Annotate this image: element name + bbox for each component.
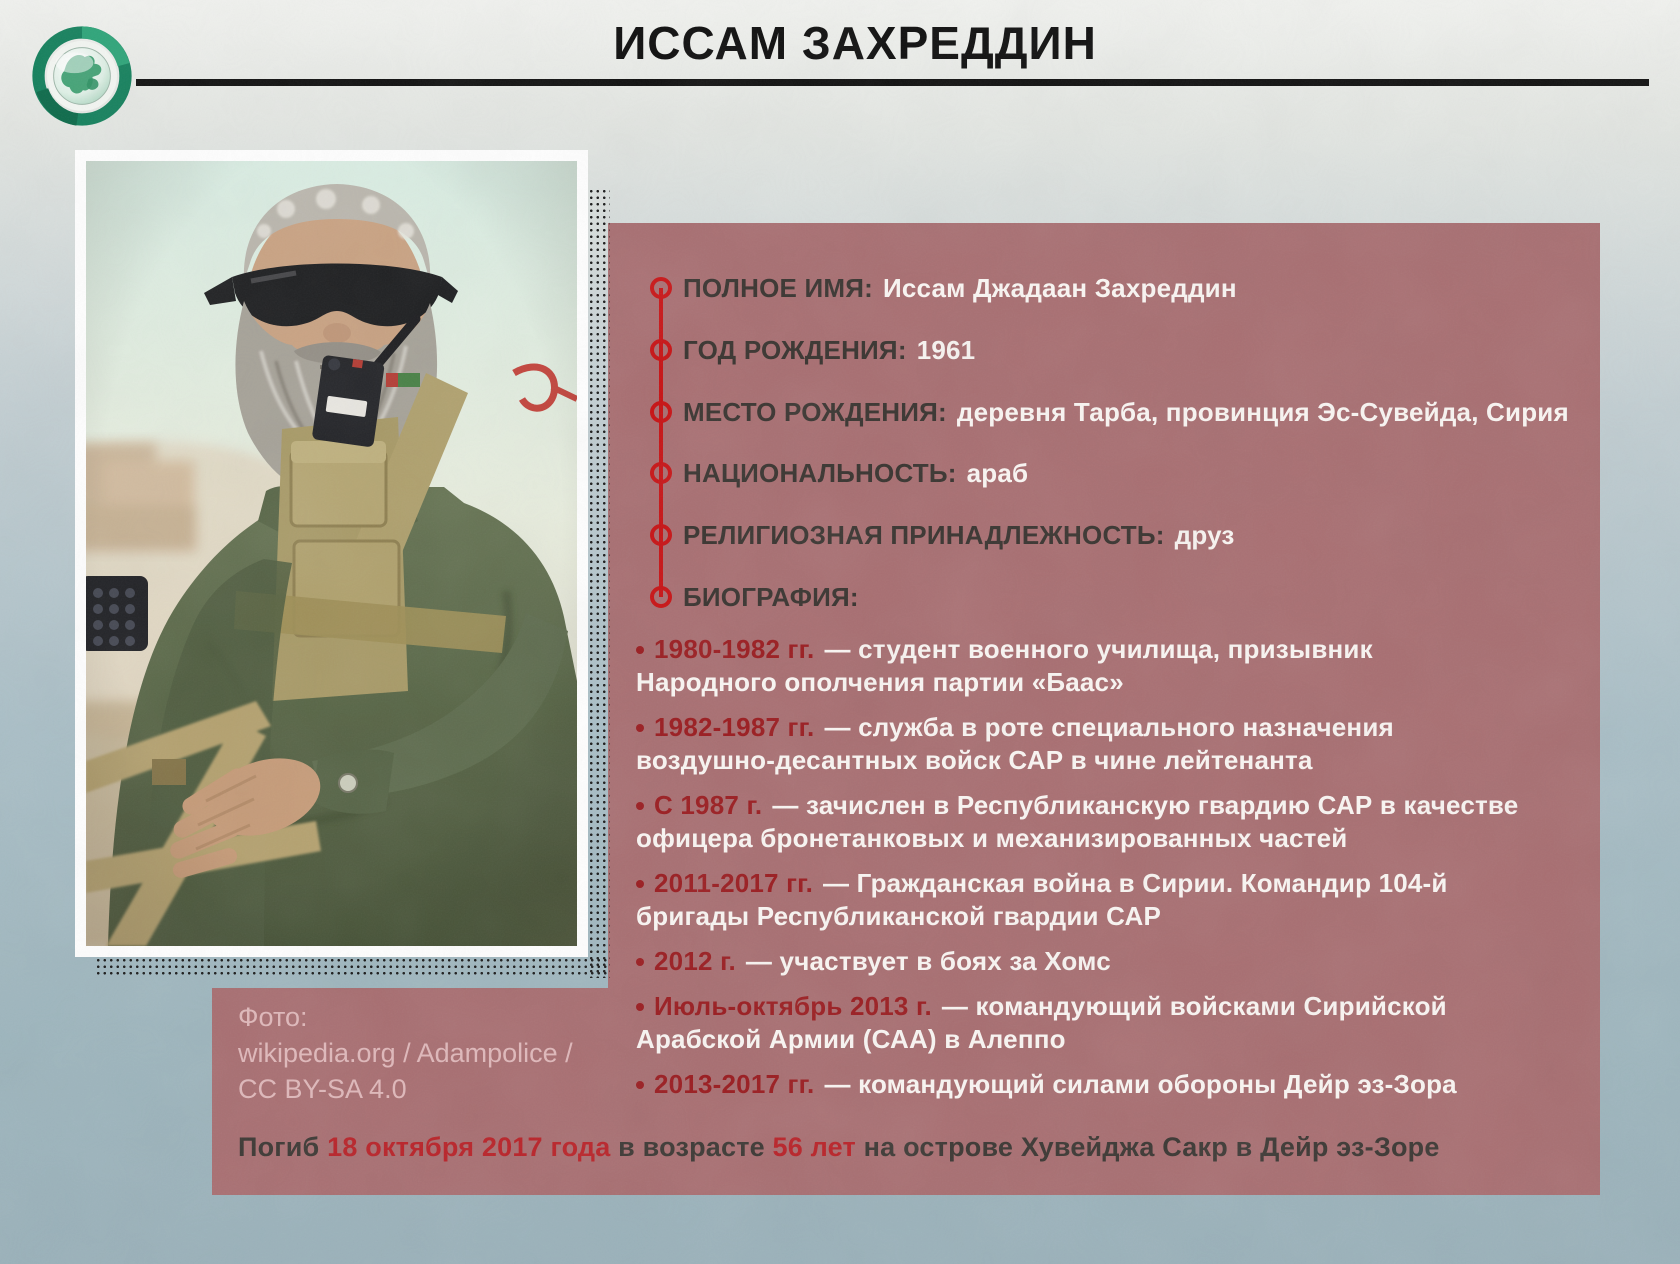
bio-text: — Гражданская война в Сирии. Командир 104-й бригады Республиканской гвардии САР xyxy=(636,868,1448,931)
page-title: ИССАМ ЗАХРЕДДИН xyxy=(613,17,1097,69)
field-birth-place xyxy=(683,395,1569,429)
death-note-text: на острове Хувейджа Сакр в Дейр эз-Зоре xyxy=(855,1132,1440,1162)
globe-middle-east-logo-icon xyxy=(30,24,134,128)
bullet-dot-icon xyxy=(636,1003,644,1011)
bio-period: 1980-1982 гг. xyxy=(654,634,815,664)
bio-item xyxy=(636,789,1520,855)
death-note-age: 56 лет xyxy=(772,1132,856,1162)
death-note xyxy=(238,1130,1578,1164)
bullet-dot-icon xyxy=(636,958,644,966)
timeline-marker xyxy=(650,524,672,546)
field-label: МЕСТО РОЖДЕНИЯ: xyxy=(683,397,947,427)
halftone-dots-horizontal xyxy=(95,957,610,978)
death-note-date: 18 октября 2017 года xyxy=(327,1132,611,1162)
bio-item xyxy=(636,945,1520,978)
field-full-name xyxy=(683,271,1237,305)
timeline-marker xyxy=(650,339,672,361)
biography-list xyxy=(636,633,1520,1113)
death-note-text: в возрасте xyxy=(610,1132,773,1162)
bullet-dot-icon xyxy=(636,880,644,888)
bio-period: С 1987 г. xyxy=(654,790,763,820)
bullet-dot-icon xyxy=(636,724,644,732)
timeline-marker xyxy=(650,401,672,423)
timeline-marker xyxy=(650,586,672,608)
bio-period: 2011-2017 гг. xyxy=(654,868,814,898)
bio-text: — командующий войсками Сирийской Арабской Армии (САА) в Алеппо xyxy=(636,991,1447,1054)
field-birth-year xyxy=(683,333,975,367)
photo-credit-line: CC BY-SA 4.0 xyxy=(238,1074,407,1104)
bio-period: 2012 г. xyxy=(654,946,736,976)
bio-text: — служба в роте специального назначения воздушно-десантных войск САР в чине лейтенанта xyxy=(636,712,1394,775)
bio-text: — зачислен в Республиканскую гвардию САР в качестве офицера бронетанковых и механизированных частей xyxy=(636,790,1519,853)
field-label: БИОГРАФИЯ: xyxy=(683,582,859,612)
bio-text: — участвует в боях за Хомс xyxy=(745,946,1111,976)
bio-text: — студент военного училища, призывник Народного ополчения партии «Баас» xyxy=(636,634,1373,697)
timeline-marker xyxy=(650,462,672,484)
field-religion xyxy=(683,518,1235,552)
portrait-photo xyxy=(75,150,588,957)
bio-item xyxy=(636,867,1520,933)
photo-credit xyxy=(238,999,573,1107)
photo-credit-line: Фото: xyxy=(238,1002,308,1032)
bio-period: 2013-2017 гг. xyxy=(654,1069,815,1099)
field-value: 1961 xyxy=(916,335,976,365)
timeline-marker xyxy=(650,277,672,299)
photo-credit-line: wikipedia.org / Adampolice / xyxy=(238,1038,573,1068)
field-label: ГОД РОЖДЕНИЯ: xyxy=(683,335,907,365)
field-label: ПОЛНОЕ ИМЯ: xyxy=(683,273,873,303)
portrait-illustration xyxy=(86,161,577,946)
field-value: Иссам Джадаан Захреддин xyxy=(882,273,1237,303)
title-rule xyxy=(136,79,1649,86)
field-nationality xyxy=(683,456,1028,490)
bullet-dot-icon xyxy=(636,646,644,654)
bio-item xyxy=(636,711,1520,777)
field-value: деревня Тарба, провинция Эс-Сувейда, Сирия xyxy=(956,397,1569,427)
field-label: РЕЛИГИОЗНАЯ ПРИНАДЛЕЖНОСТЬ: xyxy=(683,520,1165,550)
timeline-line xyxy=(659,288,663,597)
field-value: друз xyxy=(1174,520,1235,550)
bio-text: — командующий силами обороны Дейр эз-Зора xyxy=(824,1069,1457,1099)
field-biography-heading xyxy=(683,580,869,614)
halftone-dots-vertical xyxy=(588,188,610,978)
bio-item xyxy=(636,990,1520,1056)
bullet-dot-icon xyxy=(636,1081,644,1089)
field-label: НАЦИОНАЛЬНОСТЬ: xyxy=(683,458,957,488)
bio-period: 1982-1987 гг. xyxy=(654,712,815,742)
field-value: араб xyxy=(966,458,1029,488)
bio-period: Июль-октябрь 2013 г. xyxy=(654,991,932,1021)
bio-item xyxy=(636,1068,1520,1101)
bio-item xyxy=(636,633,1520,699)
bullet-dot-icon xyxy=(636,802,644,810)
death-note-text: Погиб xyxy=(238,1132,328,1162)
